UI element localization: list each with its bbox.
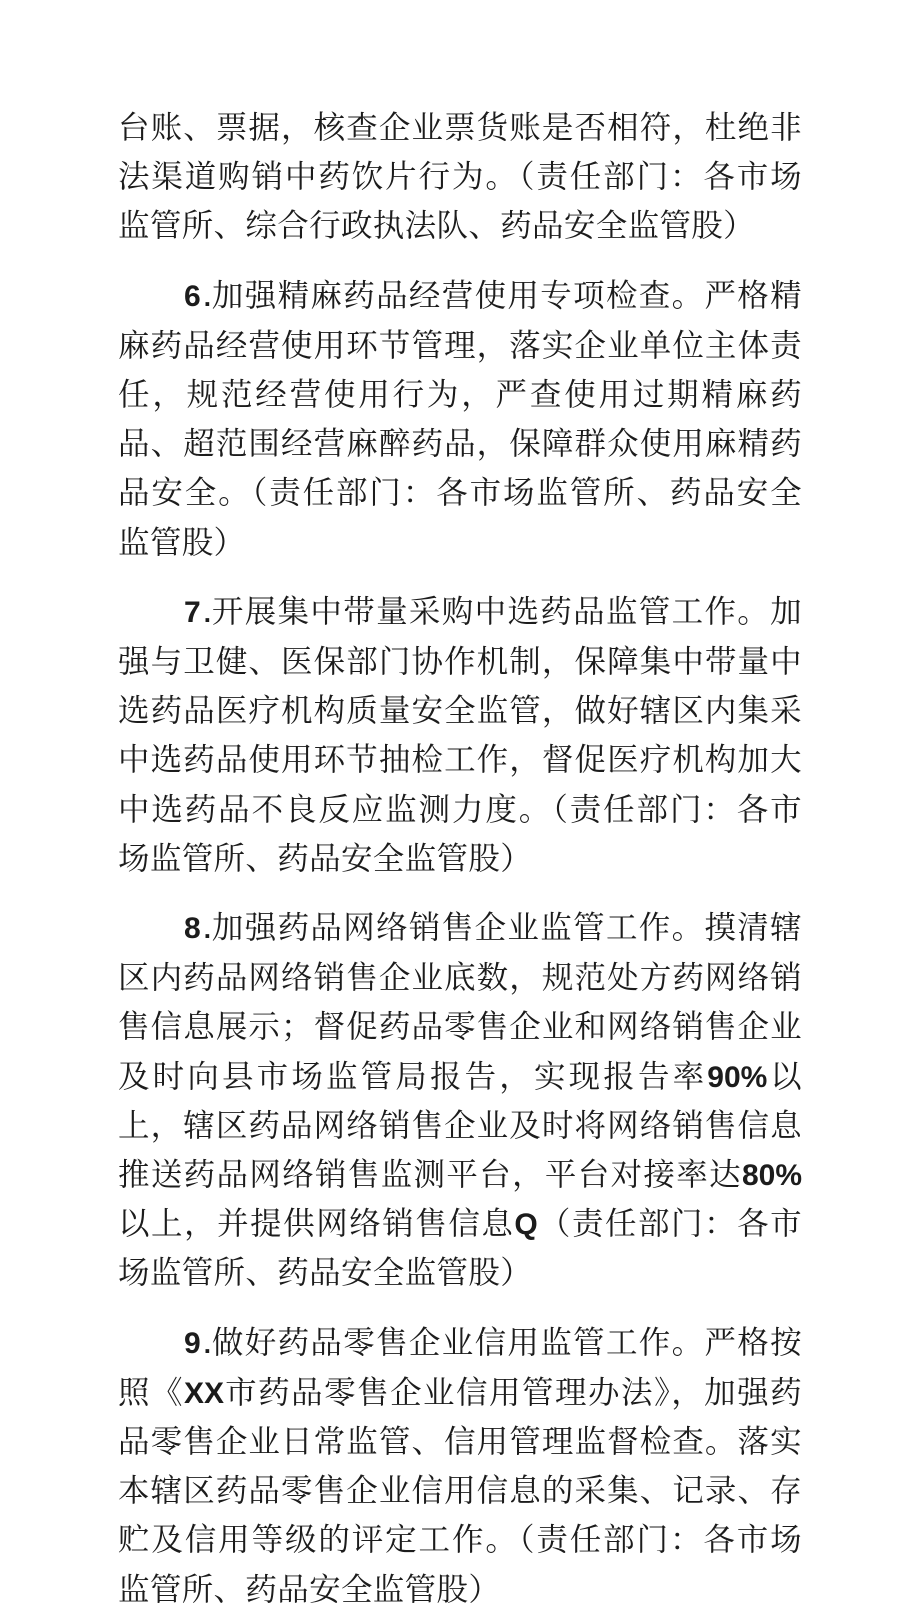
paragraph-item-8 [118, 904, 802, 1299]
item-text-part-3: 以上，并提供网络销售信息 [118, 1206, 515, 1243]
list-marker-digit: 8 [184, 912, 201, 946]
item-responsible-department: （责任部门：各市场监管所、药品安全监管股） [118, 791, 802, 877]
report-rate-value: 90% [707, 1060, 768, 1094]
item-text-part-2: 市药品零售企业信用管理办法》，加强药品零售企业日常监管、信用管理监督检查。落实本辖区药品零售企业信用信息的采集、记录、存贮及信用等级的评定工作。 [118, 1374, 803, 1559]
list-marker-6 [184, 280, 211, 313]
paragraph-item-6 [118, 272, 802, 568]
item-text: 加强与卫健、医保部门协作机制，保障集中带量中选药品医疗机构质量安全监管，做好辖区内集采中选药品使用环节抽检工作，督促医疗机构加大中选药品不良反应监测力度。 [118, 593, 802, 828]
city-name-placeholder: XX [183, 1376, 225, 1410]
list-marker-digit: 7 [184, 595, 201, 629]
paragraph-text: 台账、票据，核查企业票货账是否相符，杜绝非法渠道购销中药饮片行为。（责任部门：各市场监管所、综合行政执法队、药品安全监管股） [118, 110, 802, 245]
list-marker-7 [184, 596, 211, 629]
list-marker-dot: . [203, 281, 211, 312]
platform-connection-rate-value: 80% [741, 1159, 802, 1193]
list-marker-8 [184, 912, 211, 945]
item-heading: 加强精麻药品经营使用专项检查。 [210, 277, 705, 314]
item-heading: 做好药品零售企业信用监管工作。 [210, 1324, 705, 1361]
document-body [118, 104, 802, 1615]
item-responsible-department: （责任部门：各市场监管所、药品安全监管股） [118, 475, 803, 561]
list-marker-dot: . [203, 914, 211, 945]
list-marker-digit: 9 [184, 1326, 201, 1360]
item-responsible-department: （责任部门：各市场监管所、药品安全监管股） [118, 1522, 803, 1608]
item-text-part-1: 摸清辖区内药品网络销售企业底数，规范处方药网络销售信息展示；督促药品零售企业和网络销售企业及时向县市场监管局报告，实现报告率 [118, 910, 802, 1095]
paragraph-item-9 [118, 1319, 802, 1615]
item-text-part-1: 严格按照《 [118, 1324, 802, 1411]
item-responsible-department: （责任部门：各市场监管所、药品安全监管股） [118, 1206, 802, 1292]
paragraph-item-7 [118, 588, 802, 884]
ocr-artifact-glyph: Q [514, 1208, 538, 1242]
list-marker-9 [184, 1327, 211, 1360]
item-heading: 加强药品网络销售企业监管工作。 [210, 910, 705, 947]
item-text-part-2: 以上，辖区药品网络销售企业及时将网络销售信息推送药品网络销售监测平台，平台对接率达 [118, 1058, 802, 1194]
list-marker-digit: 6 [184, 279, 201, 313]
paragraph-continuation [118, 104, 802, 252]
list-marker-dot: . [203, 1328, 211, 1359]
item-heading: 开展集中带量采购中选药品监管工作。 [210, 593, 771, 630]
list-marker-dot: . [203, 597, 211, 628]
item-text: 严格精麻药品经营使用环节管理，落实企业单位主体责任，规范经营使用行为，严查使用过期精麻药品、超范围经营麻醉药品，保障群众使用麻精药品安全。 [118, 277, 802, 512]
